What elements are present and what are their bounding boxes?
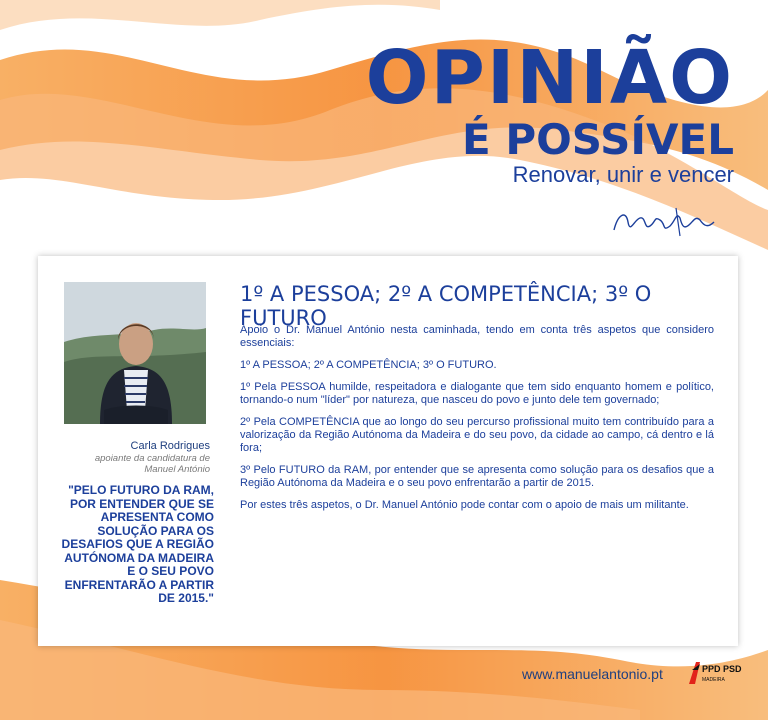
article-paragraph: 1º Pela PESSOA humilde, respeitadora e dialogante que tem sido enquanto homem e político, tornando-o num "líder" por natureza, que nasceu do povo e junto dele tem governado; xyxy=(240,381,714,406)
headline xyxy=(365,35,734,188)
pull-quote: "PELO FUTURO DA RAM, POR ENTENDER QUE SE APRESENTA COMO SOLUÇÃO PARA OS DESAFIOS QUE A REGIÃO AUTÓNOMA DA MADEIRA E O SEU POVO ENFRENTARÃO A PARTIR DE 2015." xyxy=(61,483,214,605)
svg-text:MADEIRA: MADEIRA xyxy=(702,677,725,683)
article-paragraph: 3º Pelo FUTURO da RAM, por entender que se apresenta como solução para os desafios que a Região Autónoma da Madeira e o seu povo enfrentarão a partir de 2015. xyxy=(240,464,714,489)
person-name: Carla Rodrigues xyxy=(130,440,210,452)
person-photo-illustration xyxy=(64,282,206,424)
psd-logo-icon xyxy=(686,658,742,686)
article-paragraph: 1º A PESSOA; 2º A COMPETÊNCIA; 3º O FUTURO. xyxy=(240,359,497,371)
person-role: apoiante da candidatura de Manuel António xyxy=(94,453,210,475)
article-body xyxy=(240,324,714,521)
opinion-card xyxy=(38,256,738,646)
article-paragraph: Por estes três aspetos, o Dr. Manuel António pode contar com o apoio de mais um militante. xyxy=(240,499,689,511)
svg-text:PPD PSD: PPD PSD xyxy=(702,664,742,674)
signature-image xyxy=(610,200,720,244)
article-title: 1º A PESSOA; 2º A COMPETÊNCIA; 3º O FUTURO xyxy=(240,282,652,330)
article-paragraph: Apoio o Dr. Manuel António nesta caminhada, tendo em conta três aspetos que considero essenciais: xyxy=(240,324,714,349)
article-paragraph: 2º Pela COMPETÊNCIA que ao longo do seu percurso profissional muito tem contribuído para a valorização da Região Autónoma da Madeira e do seu povo, da cidade ao campo, cá dentro e lá fora; xyxy=(240,416,714,454)
website-link[interactable]: www.manuelantonio.pt xyxy=(522,666,663,682)
tagline: Renovar, unir e vencer xyxy=(512,162,734,187)
portrait-photo xyxy=(64,282,206,424)
page-subtitle: É POSSÍVEL xyxy=(462,115,734,164)
page-title: OPINIÃO xyxy=(365,35,734,121)
